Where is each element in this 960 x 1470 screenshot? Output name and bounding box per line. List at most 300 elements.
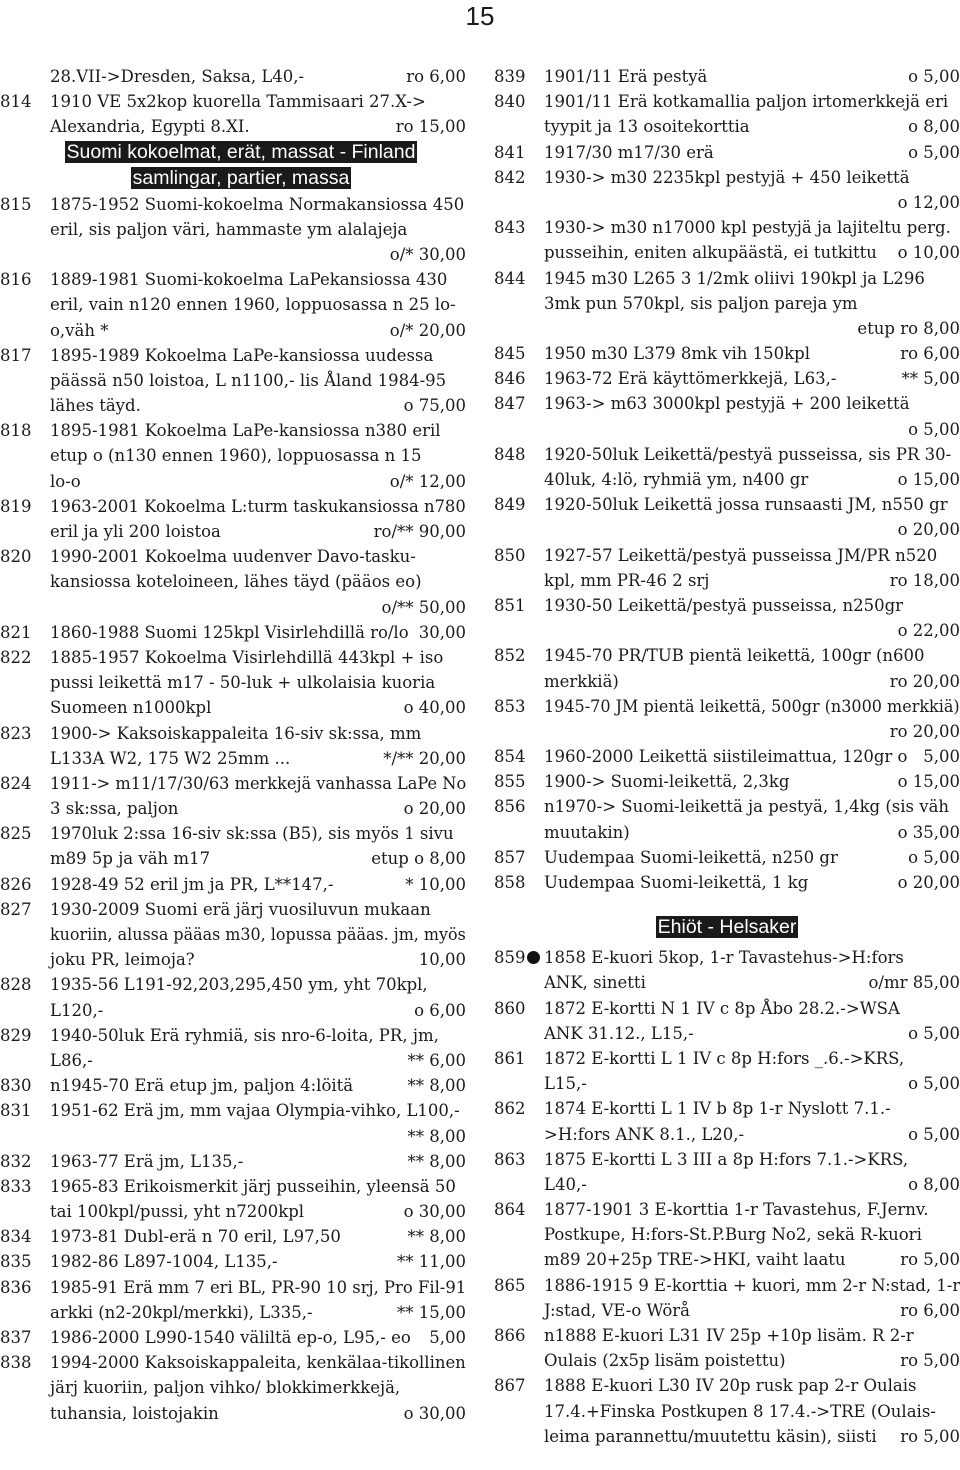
lot-number <box>494 593 526 618</box>
lot-entry-823 <box>0 721 466 746</box>
lot-line <box>0 519 466 544</box>
lot-description: 1982-86 L897-1004, L135,- <box>50 1252 278 1272</box>
lot-entry-867 <box>494 1373 960 1398</box>
lot-description: ANK, sinetti <box>544 973 646 993</box>
lot-description: 1920-50luk Leikettä/pestyä pusseissa, sis PR 30- <box>544 444 952 464</box>
lot-number <box>0 872 32 897</box>
lot-price: o/mr 85,00 <box>868 973 960 993</box>
lot-number-text: 858 <box>494 873 526 892</box>
lot-description: 1973-81 Dubl-erä n 70 eril, L97,50 <box>50 1227 341 1247</box>
lot-entry-833 <box>0 1174 466 1199</box>
lot-description: 1910 VE 5x2kop kuorella Tammisaari 27.X-> <box>50 92 426 112</box>
lot-price: o 5,00 <box>908 847 960 867</box>
lot-description: pusseihin, eniten alkupäästä, ei tutkittu <box>544 243 877 263</box>
lot-price: ** 8,00 <box>407 1151 466 1171</box>
lot-description: 1930-> m30 2235kpl pestyjä + 450 leikettä <box>544 167 910 187</box>
lot-number-text: 857 <box>494 847 526 867</box>
section-heading <box>8 140 474 192</box>
lot-number-text: 823 <box>0 723 32 743</box>
lot-description: 1895-1981 Kokoelma LaPe-kansiossa n380 eril <box>50 421 441 441</box>
lot-line <box>0 393 466 418</box>
lot-number <box>494 945 540 970</box>
lot-price: o 5,00 <box>908 419 960 439</box>
lot-line <box>494 190 960 215</box>
lot-entry-822 <box>0 645 466 670</box>
lot-entry-855 <box>494 769 960 794</box>
lot-price: o 8,00 <box>908 117 960 137</box>
lot-description: kpl, mm PR-46 2 srj <box>544 570 710 590</box>
lot-number <box>0 771 32 796</box>
lot-price: 5,00 <box>429 1328 466 1347</box>
lot-line <box>0 1048 466 1073</box>
lot-description: 1963-72 Erä käyttömerkkejä, L63,- <box>544 369 837 389</box>
lot-number-text: 828 <box>0 975 32 995</box>
lot-entry-862 <box>494 1096 960 1121</box>
lot-description: L40,- <box>544 1174 587 1194</box>
lot-entry-845 <box>494 341 960 366</box>
lot-number <box>494 1096 526 1121</box>
lot-entry-865 <box>494 1273 960 1298</box>
lot-line <box>494 467 960 492</box>
lot-price: 30,00 <box>418 622 466 642</box>
lot-price: o 5,00 <box>908 1023 960 1043</box>
lot-entry-843 <box>494 215 960 240</box>
lot-number-text: 818 <box>0 421 32 441</box>
lot-number <box>0 721 32 746</box>
lot-number <box>0 1325 32 1350</box>
lot-description: 1935-56 L191-92,203,295,450 ym, yht 70kpl, <box>50 975 428 995</box>
right-column <box>494 64 960 1449</box>
lot-price: o 30,00 <box>403 1403 466 1423</box>
lot-number-text: 835 <box>0 1252 32 1272</box>
lot-number-text: 852 <box>494 646 526 666</box>
lot-number-text: 839 <box>494 67 526 86</box>
lot-entry-848 <box>494 442 960 467</box>
lot-price: ro 6,00 <box>406 67 466 86</box>
section-heading <box>494 913 960 941</box>
lot-number <box>0 620 32 645</box>
lot-number-text: 853 <box>494 696 526 716</box>
lot-number-text: 815 <box>0 194 32 214</box>
lot-number <box>494 643 526 668</box>
lot-number <box>0 494 32 519</box>
lot-description: eril ja yli 200 loistoa <box>50 522 221 541</box>
lot-description: 1963-> m63 3000kpl pestyjä + 200 leikettä <box>544 394 910 414</box>
lot-description: Uudempaa Suomi-leikettä, n250 gr <box>544 847 838 867</box>
lot-description: tai 100kpl/pussi, yht n7200kpl <box>50 1202 305 1222</box>
lot-entry-852 <box>494 643 960 668</box>
lot-line <box>0 695 466 720</box>
lot-entry-841 <box>494 140 960 165</box>
lot-entry-826 <box>0 872 466 897</box>
lot-price: ro 5,00 <box>900 1426 960 1446</box>
lot-number-text: 824 <box>0 773 32 793</box>
lot-description: 1985-91 Erä mm 7 eri BL, PR-90 10 srj, Pro Fil-91 <box>50 1277 467 1297</box>
lot-price: ro/** 90,00 <box>373 522 466 541</box>
lot-number-text: 849 <box>494 495 526 515</box>
lot-number <box>494 744 526 769</box>
lot-description: 1930-50 Leikettä/pestyä pusseissa, n250gr <box>544 595 904 615</box>
lot-price: ro 5,00 <box>900 1250 960 1270</box>
lot-entry-863 <box>494 1147 960 1172</box>
lot-description: 1917/30 m17/30 erä <box>544 142 714 162</box>
lot-number <box>494 442 526 467</box>
lot-price: ** 8,00 <box>407 1126 466 1146</box>
lot-entry-827 <box>0 897 466 922</box>
lot-number <box>0 821 32 846</box>
lot-line <box>0 318 466 343</box>
lot-description: L86,- <box>50 1050 93 1070</box>
lot-number-text: 822 <box>0 647 32 667</box>
lot-entry-817 <box>0 343 466 368</box>
lot-line <box>0 569 466 594</box>
lot-line <box>494 1399 960 1424</box>
lot-number-text: 829 <box>0 1025 32 1045</box>
lot-description: tuhansia, loistojakin <box>50 1403 219 1423</box>
lot-description: 1901/11 Erä kotkamallia paljon irtomerkkejä eri <box>544 92 949 112</box>
lot-price: ro 15,00 <box>395 117 466 137</box>
lot-number-text: 833 <box>0 1176 32 1196</box>
lot-price: o/** 50,00 <box>381 597 466 617</box>
lot-price: etup ro 8,00 <box>857 318 960 338</box>
lot-number <box>0 1098 32 1123</box>
lot-entry-818 <box>0 418 466 443</box>
lot-entry-846 <box>494 366 960 391</box>
lot-entry-854 <box>494 744 960 769</box>
lot-entry-837 <box>0 1325 466 1350</box>
lot-line <box>494 618 960 643</box>
lot-price: etup o 8,00 <box>371 849 466 869</box>
lot-description: kuoriin, alussa pääas m30, lopussa pääas. jm, myös <box>50 925 466 944</box>
lot-line <box>0 64 466 89</box>
lot-description: J:stad, VE-o Wörå <box>544 1300 691 1320</box>
lot-description: 17.4.+Finska Postkupen 8 17.4.->TRE (Oulais- <box>544 1401 936 1421</box>
lot-entry-844 <box>494 266 960 291</box>
lot-description: eril, sis paljon väri, hammaste ym alalajeja <box>50 219 408 239</box>
left-column <box>0 64 466 1426</box>
lot-description: 1900-> Kaksoiskappaleita 16-siv sk:ssa, mm <box>50 723 422 743</box>
lot-price: ro 6,00 <box>900 1300 960 1320</box>
lot-description: 3mk pun 570kpl, sis paljon pareja ym <box>544 293 858 313</box>
lot-description: lo-o <box>50 471 81 491</box>
lot-description: merkkiä) <box>544 671 619 691</box>
lot-description: 1888 E-kuori L30 IV 20p rusk pap 2-r Oulais <box>544 1376 917 1396</box>
lot-entry-819 <box>0 494 466 519</box>
lot-description: 1994-2000 Kaksoiskappaleita, kenkälaa-tikollinen <box>50 1353 466 1373</box>
lot-description: 1945-70 JM pientä leikettä, 500gr (n3000 merkkiä) <box>544 696 960 716</box>
lot-line <box>494 291 960 316</box>
lot-line <box>494 114 960 139</box>
lot-description: L133A W2, 175 W2 25mm ... <box>50 748 291 768</box>
lot-description: lähes täyd. <box>50 396 141 416</box>
lot-line <box>494 970 960 995</box>
lot-number-text: 817 <box>0 345 32 365</box>
lot-price: o 20,00 <box>403 799 466 819</box>
lot-number-text: 859 <box>494 948 526 968</box>
lot-line <box>0 1124 466 1149</box>
lot-number <box>494 1273 526 1298</box>
lot-entry-828 <box>0 972 466 997</box>
lot-entry-814 <box>0 89 466 114</box>
lot-price: o 20,00 <box>897 873 960 892</box>
lot-line <box>0 368 466 393</box>
lot-line <box>0 292 466 317</box>
lot-line <box>494 1222 960 1247</box>
lot-price: o/* 20,00 <box>389 320 466 340</box>
lot-price: ** 6,00 <box>407 1050 466 1070</box>
lot-number <box>494 341 526 366</box>
lot-line <box>0 1199 466 1224</box>
lot-number-text: 867 <box>494 1376 526 1396</box>
lot-price: ro 5,00 <box>900 1351 960 1371</box>
lot-number <box>494 1046 526 1071</box>
section-heading-line: Suomi kokoelmat, erät, massat - Finland <box>66 140 416 163</box>
lot-price: ro 20,00 <box>889 721 960 741</box>
lot-price: o 5,00 <box>908 142 960 162</box>
lot-entry-856 <box>494 794 960 819</box>
lot-number <box>0 544 32 569</box>
lot-description: 1875 E-kortti L 3 III a 8p H:fors 7.1.->KRS, <box>544 1149 909 1169</box>
lot-number-text: 814 <box>0 92 32 112</box>
lot-description: 3 sk:ssa, paljon <box>50 799 179 819</box>
lot-description: m89 5p ja väh m17 <box>50 849 211 869</box>
filled-circle-icon <box>527 951 540 964</box>
lot-entry-830 <box>0 1073 466 1098</box>
lot-number <box>0 89 32 114</box>
lot-description: n1970-> Suomi-leikettä ja pestyä, 1,4kg (sis väh <box>544 797 950 817</box>
lot-description: pussi leikettä m17 - 50-luk + ulkolaisia kuoria <box>50 673 436 693</box>
lot-number <box>0 1275 32 1300</box>
lot-number-text: 864 <box>494 1200 526 1220</box>
lot-entry-861 <box>494 1046 960 1071</box>
lot-line <box>494 669 960 694</box>
lot-number-text: 825 <box>0 824 32 844</box>
lot-entry-821 <box>0 620 466 645</box>
lot-number-text: 842 <box>494 167 526 187</box>
lot-price: o 40,00 <box>403 698 466 718</box>
lot-entry-857 <box>494 845 960 870</box>
lot-number-text: 830 <box>0 1076 32 1096</box>
lot-number-text: 846 <box>494 369 526 389</box>
lot-entry-866 <box>494 1323 960 1348</box>
lot-entry-853 <box>494 694 960 719</box>
lot-line <box>0 469 466 494</box>
lot-number <box>0 192 32 217</box>
lot-number-text: 820 <box>0 547 32 567</box>
lot-price: ** 8,00 <box>407 1076 466 1096</box>
lot-number-text: 840 <box>494 92 526 112</box>
lot-number-text: 866 <box>494 1326 526 1345</box>
lot-description: 1858 E-kuori 5kop, 1-r Tavastehus->H:fors <box>544 948 904 968</box>
lot-price: o 8,00 <box>908 1174 960 1194</box>
lot-number-text: 854 <box>494 747 526 767</box>
lot-line <box>0 1401 466 1426</box>
lot-number <box>0 1174 32 1199</box>
lot-number-text: 836 <box>0 1277 32 1297</box>
lot-number <box>494 996 526 1021</box>
lot-description: 1874 E-kortti L 1 IV b 8p 1-r Nyslott 7.1.- <box>544 1099 891 1119</box>
lot-price: o 12,00 <box>897 192 960 212</box>
lot-entry-831 <box>0 1098 466 1123</box>
lot-number <box>494 543 526 568</box>
lot-number <box>494 794 526 819</box>
lot-number <box>494 1147 526 1172</box>
lot-description: o,väh * <box>50 320 109 340</box>
lot-number <box>0 1224 32 1249</box>
lot-entry-847 <box>494 391 960 416</box>
lot-price: o 15,00 <box>897 772 960 792</box>
lot-description: 1928-49 52 eril jm ja PR, L**147,- <box>50 874 334 894</box>
lot-line <box>494 1071 960 1096</box>
lot-description: Alexandria, Egypti 8.XI. <box>50 117 250 137</box>
lot-description: 1945-70 PR/TUB pientä leikettä, 100gr (n600 <box>544 646 925 666</box>
lot-entry-836 <box>0 1275 466 1300</box>
lot-line <box>494 719 960 744</box>
lot-description: 1950 m30 L379 8mk vih 150kpl <box>544 344 811 364</box>
lot-line <box>494 820 960 845</box>
lot-number-text: 863 <box>494 1149 526 1169</box>
lot-entry-820 <box>0 544 466 569</box>
lot-description: L120,- <box>50 1000 104 1020</box>
lot-line <box>494 517 960 542</box>
lot-number-text: 826 <box>0 874 32 894</box>
lot-entry-858 <box>494 870 960 895</box>
lot-entry-859 <box>494 945 960 970</box>
lot-number-text: 819 <box>0 496 32 516</box>
section-heading-line: Ehiöt - Helsaker <box>657 916 797 939</box>
lot-price: o 5,00 <box>908 1124 960 1144</box>
lot-entry-840 <box>494 89 960 114</box>
lot-description: 1872 E-kortti N 1 IV c 8p Åbo 28.2.->WSA <box>544 998 900 1018</box>
lot-description: järj kuoriin, paljon vihko/ blokkimerkkejä, <box>50 1378 401 1398</box>
lot-entry-839 <box>494 64 960 89</box>
lot-description: 1963-2001 Kokoelma L:turm taskukansiossa n780 <box>50 496 466 516</box>
lot-price: o/* 12,00 <box>389 471 466 491</box>
lot-description: 1990-2001 Kokoelma uudenver Davo-tasku- <box>50 547 416 567</box>
lot-number-text: 850 <box>494 545 526 565</box>
lot-description: 1901/11 Erä pestyä <box>544 67 708 86</box>
lot-line <box>494 316 960 341</box>
lot-description: 1930-> m30 n17000 kpl pestyjä ja lajiteltu perg. <box>544 218 951 238</box>
lot-description: joku PR, leimoja? <box>50 950 195 970</box>
lot-line <box>0 746 466 771</box>
lot-number-text: 856 <box>494 797 526 817</box>
lot-number-text: 832 <box>0 1151 32 1171</box>
lot-price: o 10,00 <box>897 243 960 263</box>
lot-number <box>494 215 526 240</box>
lot-line <box>0 670 466 695</box>
lot-description: 1960-2000 Leikettä siistileimattua, 120gr o <box>544 747 908 767</box>
lot-number-text: 845 <box>494 344 526 364</box>
lot-description: 1895-1989 Kokoelma LaPe-kansiossa uudessa <box>50 345 434 365</box>
lot-number-text: 844 <box>494 268 526 288</box>
lot-description: 40luk, 4:lö, ryhmiä ym, n400 gr <box>544 470 809 489</box>
lot-price: ** 15,00 <box>397 1302 466 1322</box>
lot-description: kansiossa koteloineen, lähes täyd (pääos eo) <box>50 572 422 592</box>
lot-line <box>494 568 960 593</box>
lot-entry-829 <box>0 1023 466 1048</box>
lot-number-text: 843 <box>494 218 526 238</box>
lot-description: 1885-1957 Kokoelma Visirlehdillä 443kpl + iso <box>50 647 444 667</box>
lot-price: o 20,00 <box>897 520 960 540</box>
lot-number-text: 827 <box>0 899 32 919</box>
lot-number <box>494 366 526 391</box>
lot-price: ** 5,00 <box>901 369 960 389</box>
lot-line <box>494 1247 960 1272</box>
lot-price: ro 20,00 <box>889 671 960 691</box>
lot-price: o 75,00 <box>403 396 466 416</box>
lot-description: 1877-1901 3 E-korttia 1-r Tavastehus, F.Jernv. <box>544 1200 929 1220</box>
section-heading-line: samlingar, partier, massa <box>132 166 350 189</box>
lot-number <box>494 845 526 870</box>
lot-price: 5,00 <box>923 747 960 767</box>
lot-number <box>494 89 526 114</box>
lot-description: 1970luk 2:ssa 16-siv sk:ssa (B5), sis myös 1 sivu <box>50 824 454 844</box>
lot-description: 1886-1915 9 E-korttia + kuori, mm 2-r N:stad, 1-r <box>544 1275 960 1295</box>
lot-entry-849 <box>494 492 960 517</box>
lot-line <box>0 998 466 1023</box>
lot-line <box>0 595 466 620</box>
lot-description: 1986-2000 L990-1540 väliltä ep-o, L95,- eo <box>50 1328 411 1347</box>
lot-number-text: 848 <box>494 444 526 464</box>
lot-number <box>494 1197 526 1222</box>
lot-entry-842 <box>494 165 960 190</box>
lot-number <box>0 645 32 670</box>
lot-number-text: 837 <box>0 1328 32 1347</box>
lot-line <box>0 796 466 821</box>
lot-description: n1888 E-kuori L31 IV 25p +10p lisäm. R 2-r <box>544 1326 914 1345</box>
lot-description: 1889-1981 Suomi-kokoelma LaPekansiossa 430 <box>50 270 448 290</box>
lot-price: ** 11,00 <box>397 1252 466 1272</box>
lot-description: 1965-83 Erikoismerkit järj pusseihin, yleensä 50 <box>50 1176 456 1196</box>
lot-price: o 5,00 <box>908 1074 960 1094</box>
lot-number-text: 860 <box>494 998 526 1018</box>
lot-entry-850 <box>494 543 960 568</box>
lot-line <box>0 922 466 947</box>
lot-number-text: 865 <box>494 1275 526 1295</box>
lot-description: 1860-1988 Suomi 125kpl Visirlehdillä ro/lo <box>50 622 409 642</box>
lot-description: ANK 31.12., L15,- <box>544 1023 694 1043</box>
lot-line <box>0 443 466 468</box>
lot-description: 1940-50luk Erä ryhmiä, sis nro-6-loita, PR, jm, <box>50 1025 439 1045</box>
lot-price: o 35,00 <box>897 822 960 842</box>
lot-number <box>0 1023 32 1048</box>
lot-number-text: 847 <box>494 394 526 414</box>
lot-description: 1875-1952 Suomi-kokoelma Normakansiossa 450 <box>50 194 465 214</box>
lot-price: o 15,00 <box>897 470 960 489</box>
lot-entry-825 <box>0 821 466 846</box>
lot-price: o 6,00 <box>414 1000 466 1020</box>
lot-price: 10,00 <box>418 950 466 970</box>
lot-entry-864 <box>494 1197 960 1222</box>
lot-line <box>0 846 466 871</box>
lot-description: 1911-> m11/17/30/63 merkkejä vanhassa LaPe No <box>50 773 467 793</box>
lot-line <box>494 1424 960 1449</box>
lot-number-text: 821 <box>0 622 32 642</box>
lot-line <box>494 1172 960 1197</box>
lot-line <box>494 417 960 442</box>
lot-number <box>494 769 526 794</box>
lot-line <box>0 1300 466 1325</box>
lot-description: 1920-50luk Leikettä jossa runsaasti JM, n550 gr <box>544 495 948 515</box>
lot-description: 1872 E-kortti L 1 IV c 8p H:fors _.6.->KRS, <box>544 1048 905 1068</box>
lot-number <box>494 266 526 291</box>
lot-number <box>494 140 526 165</box>
lot-price: * 10,00 <box>405 874 466 894</box>
lot-description: arkki (n2-20kpl/merkki), L335,- <box>50 1302 313 1322</box>
lot-number <box>494 391 526 416</box>
lot-description: tyypit ja 13 osoitekorttia <box>544 117 750 137</box>
